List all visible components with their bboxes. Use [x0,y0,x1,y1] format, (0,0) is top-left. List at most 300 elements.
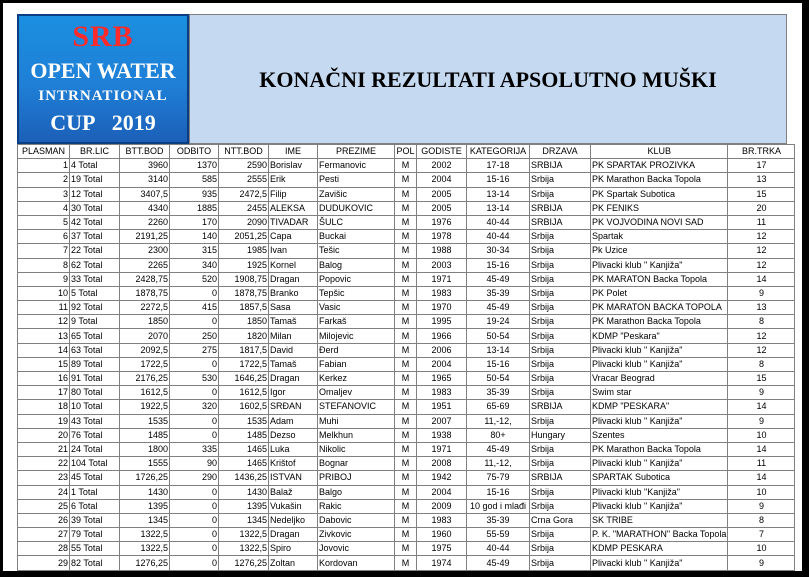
drzava-cell: Srbija [530,173,591,187]
br-lic-cell: 5 Total [70,286,120,300]
btt-bod-cell: 2265 [120,258,170,272]
ime-cell: ALEKSA [269,201,318,215]
drzava-cell: Srbija [530,556,591,570]
ime-cell: Spiro [269,542,318,556]
plasman-cell: 29 [18,556,70,570]
table-row [18,528,795,542]
table-row [18,343,795,357]
pol-cell: M [395,556,417,570]
ime-cell: Adam [269,414,318,428]
godiste-cell: 1966 [417,329,467,343]
klub-cell: KDMP "Peskara" [591,329,728,343]
br-trka-cell: 13 [728,301,795,315]
btt-bod-cell: 3407,5 [120,187,170,201]
br-lic-cell: 1 Total [70,485,120,499]
ime-cell: Tamaš [269,315,318,329]
prezime-cell: Buckai [318,230,395,244]
drzava-cell: SRBIJA [530,400,591,414]
prezime-cell: PRIBOJ [318,471,395,485]
klub-cell: Plivacki klub " Kanjiža" [591,457,728,471]
kategorija-cell: 50-54 [467,372,530,386]
odbito-cell: 0 [170,286,219,300]
col-header: BR.LIC [70,145,120,159]
plasman-cell: 20 [18,428,70,442]
ime-cell: Capa [269,230,318,244]
btt-bod-cell: 1722,5 [120,357,170,371]
pol-cell: M [395,372,417,386]
prezime-cell: Tepšic [318,286,395,300]
godiste-cell: 1976 [417,215,467,229]
br-lic-cell: 45 Total [70,471,120,485]
odbito-cell: 340 [170,258,219,272]
ime-cell: Nedeljko [269,513,318,527]
odbito-cell: 1885 [170,201,219,215]
table-row [18,499,795,513]
drzava-cell: Srbija [530,499,591,513]
plasman-cell: 3 [18,187,70,201]
plasman-cell: 11 [18,301,70,315]
logo-line-2: OPEN WATER [30,58,176,83]
btt-bod-cell: 1395 [120,499,170,513]
drzava-cell: Srbija [530,372,591,386]
col-header: PREZIME [318,145,395,159]
btt-bod-cell: 2272,5 [120,301,170,315]
klub-cell: Spartak [591,230,728,244]
kategorija-cell: 65-69 [467,400,530,414]
kategorija-cell: 40-44 [467,215,530,229]
col-header: KATEGORIJA [467,145,530,159]
plasman-cell: 2 [18,173,70,187]
klub-cell: Plivacki klub "Kanjiža" [591,485,728,499]
br-lic-cell: 4 Total [70,159,120,173]
table-row [18,428,795,442]
odbito-cell: 0 [170,357,219,371]
br-trka-cell: 14 [728,272,795,286]
br-lic-cell: 12 Total [70,187,120,201]
drzava-cell: SRBIJA [530,159,591,173]
col-header: BR.TRKA [728,145,795,159]
pol-cell: M [395,499,417,513]
drzava-cell: Srbija [530,315,591,329]
pol-cell: M [395,386,417,400]
plasman-cell: 23 [18,471,70,485]
pol-cell: M [395,329,417,343]
godiste-cell: 1983 [417,286,467,300]
btt-bod-cell: 1345 [120,513,170,527]
ntt-bod-cell: 1276,25 [219,556,269,570]
klub-cell: PK SPARTAK PROZIVKA [591,159,728,173]
col-header: IME [269,145,318,159]
ntt-bod-cell: 2472,5 [219,187,269,201]
plasman-cell: 26 [18,513,70,527]
prezime-cell: Dabovic [318,513,395,527]
odbito-cell: 335 [170,442,219,456]
klub-cell: PK Spartak Subotica [591,187,728,201]
prezime-cell: Bognar [318,457,395,471]
odbito-cell: 0 [170,499,219,513]
br-trka-cell: 10 [728,428,795,442]
table-row [18,542,795,556]
br-trka-cell: 10 [728,542,795,556]
godiste-cell: 2008 [417,457,467,471]
btt-bod-cell: 1485 [120,428,170,442]
godiste-cell: 1970 [417,301,467,315]
table-row [18,457,795,471]
kategorija-cell: 13-14 [467,187,530,201]
pol-cell: M [395,471,417,485]
table-row [18,286,795,300]
odbito-cell: 0 [170,386,219,400]
odbito-cell: 0 [170,485,219,499]
klub-cell: Plivacki klub " Kanjiža" [591,556,728,570]
kategorija-cell: 40-44 [467,230,530,244]
btt-bod-cell: 4340 [120,201,170,215]
br-trka-cell: 9 [728,386,795,400]
ntt-bod-cell: 1602,5 [219,400,269,414]
br-trka-cell: 12 [728,230,795,244]
ime-cell: Milan [269,329,318,343]
table-row [18,159,795,173]
prezime-cell: DUDUKOVIC [318,201,395,215]
col-header: ODBITO [170,145,219,159]
kategorija-cell: 45-49 [467,272,530,286]
klub-cell: Plivacki klub " Kanjiža" [591,414,728,428]
pol-cell: M [395,414,417,428]
table-row [18,485,795,499]
plasman-cell: 14 [18,343,70,357]
kategorija-cell: 35-39 [467,513,530,527]
odbito-cell: 935 [170,187,219,201]
prezime-cell: Fabian [318,357,395,371]
plasman-cell: 27 [18,528,70,542]
plasman-cell: 13 [18,329,70,343]
prezime-cell: ŠULC [318,215,395,229]
kategorija-cell: 15-16 [467,258,530,272]
ime-cell: Dezso [269,428,318,442]
ime-cell: Igor [269,386,318,400]
br-lic-cell: 65 Total [70,329,120,343]
ntt-bod-cell: 2555 [219,173,269,187]
table-row [18,315,795,329]
br-trka-cell: 7 [728,528,795,542]
prezime-cell: Omaljev [318,386,395,400]
pol-cell: M [395,187,417,201]
prezime-cell: Zavišic [318,187,395,201]
odbito-cell: 415 [170,301,219,315]
pol-cell: M [395,159,417,173]
ntt-bod-cell: 2090 [219,215,269,229]
ntt-bod-cell: 1908,75 [219,272,269,286]
page-title: KONAČNI REZULTATI APSOLUTNO MUŠKI [259,67,717,92]
col-header: DRZAVA [530,145,591,159]
pol-cell: M [395,542,417,556]
prezime-cell: Melkhun [318,428,395,442]
btt-bod-cell: 2300 [120,244,170,258]
pol-cell: M [395,442,417,456]
klub-cell: Plivacki klub " Kanjiža" [591,258,728,272]
pol-cell: M [395,230,417,244]
results-table [17,144,795,571]
pol-cell: M [395,215,417,229]
col-header: BTT.BOD [120,145,170,159]
header-row [18,145,795,159]
table-row [18,513,795,527]
godiste-cell: 2004 [417,485,467,499]
klub-cell: PK Marathon Backa Topola [591,173,728,187]
prezime-cell: Rakic [318,499,395,513]
drzava-cell: Srbija [530,272,591,286]
godiste-cell: 1983 [417,386,467,400]
godiste-cell: 1938 [417,428,467,442]
klub-cell: PK Marathon Backa Topola [591,442,728,456]
ntt-bod-cell: 1925 [219,258,269,272]
plasman-cell: 8 [18,258,70,272]
kategorija-cell: 15-16 [467,173,530,187]
kategorija-cell: 35-39 [467,386,530,400]
br-trka-cell: 12 [728,343,795,357]
ntt-bod-cell: 1985 [219,244,269,258]
br-trka-cell: 8 [728,513,795,527]
br-lic-cell: 24 Total [70,442,120,456]
btt-bod-cell: 1800 [120,442,170,456]
br-lic-cell: 9 Total [70,315,120,329]
prezime-cell: Balgo [318,485,395,499]
br-lic-cell: 80 Total [70,386,120,400]
br-trka-cell: 15 [728,372,795,386]
drzava-cell: Crna Gora [530,513,591,527]
br-trka-cell: 15 [728,187,795,201]
pol-cell: M [395,258,417,272]
table-row [18,556,795,570]
plasman-cell: 7 [18,244,70,258]
table-row [18,201,795,215]
br-trka-cell: 11 [728,457,795,471]
pol-cell: M [395,400,417,414]
odbito-cell: 520 [170,272,219,286]
col-header: KLUB [591,145,728,159]
odbito-cell: 585 [170,173,219,187]
drzava-cell: Srbija [530,442,591,456]
br-lic-cell: 30 Total [70,201,120,215]
table-row [18,442,795,456]
ntt-bod-cell: 1817,5 [219,343,269,357]
klub-cell: Plivacki klub " Kanjiža" [591,499,728,513]
drzava-cell: Srbija [530,286,591,300]
ntt-bod-cell: 1535 [219,414,269,428]
ime-cell: Kornel [269,258,318,272]
kategorija-cell: 15-16 [467,485,530,499]
odbito-cell: 315 [170,244,219,258]
drzava-cell: Srbija [530,343,591,357]
prezime-cell: Jovovic [318,542,395,556]
ntt-bod-cell: 1878,75 [219,286,269,300]
drzava-cell: Srbija [530,301,591,315]
prezime-cell: Đerd [318,343,395,357]
klub-cell: P. K. "MARATHON" Backa Topola [591,528,728,542]
br-trka-cell: 10 [728,485,795,499]
ntt-bod-cell: 2455 [219,201,269,215]
col-header: GODISTE [417,145,467,159]
btt-bod-cell: 1878,75 [120,286,170,300]
btt-bod-cell: 1535 [120,414,170,428]
btt-bod-cell: 1726,25 [120,471,170,485]
plasman-cell: 15 [18,357,70,371]
pol-cell: M [395,244,417,258]
drzava-cell: Srbija [530,357,591,371]
pol-cell: M [395,513,417,527]
br-trka-cell: 9 [728,556,795,570]
ntt-bod-cell: 1345 [219,513,269,527]
pol-cell: M [395,485,417,499]
kategorija-cell: 13-14 [467,201,530,215]
odbito-cell: 0 [170,315,219,329]
plasman-cell: 1 [18,159,70,173]
pol-cell: M [395,272,417,286]
klub-cell: PK Marathon Backa Topola [591,315,728,329]
prezime-cell: Popovic [318,272,395,286]
godiste-cell: 1975 [417,542,467,556]
kategorija-cell: 30-34 [467,244,530,258]
prezime-cell: Vasic [318,301,395,315]
plasman-cell: 6 [18,230,70,244]
ntt-bod-cell: 1322,5 [219,528,269,542]
drzava-cell: Srbija [530,329,591,343]
br-lic-cell: 62 Total [70,258,120,272]
odbito-cell: 320 [170,400,219,414]
godiste-cell: 2005 [417,187,467,201]
godiste-cell: 1983 [417,513,467,527]
ime-cell: Branko [269,286,318,300]
table-row [18,244,795,258]
klub-cell: KDMP "PESKARA" [591,400,728,414]
plasman-cell: 5 [18,215,70,229]
kategorija-cell: 75-79 [467,471,530,485]
kategorija-cell: 11,-12, [467,457,530,471]
btt-bod-cell: 1922,5 [120,400,170,414]
kategorija-cell: 10 god i mlađi [467,499,530,513]
ime-cell: Luka [269,442,318,456]
plasman-cell: 4 [18,201,70,215]
drzava-cell: Srbija [530,244,591,258]
odbito-cell: 250 [170,329,219,343]
table-row [18,471,795,485]
table-row [18,230,795,244]
ime-cell: David [269,343,318,357]
odbito-cell: 275 [170,343,219,357]
plasman-cell: 21 [18,442,70,456]
table-row [18,187,795,201]
godiste-cell: 2004 [417,173,467,187]
ntt-bod-cell: 1850 [219,315,269,329]
btt-bod-cell: 1276,25 [120,556,170,570]
drzava-cell: Srbija [530,230,591,244]
ime-cell: Zoltan [269,556,318,570]
godiste-cell: 1951 [417,400,467,414]
ime-cell: Filip [269,187,318,201]
table-row [18,215,795,229]
godiste-cell: 2005 [417,201,467,215]
ime-cell: TIVADAR [269,215,318,229]
klub-cell: PK MARATON BACKA TOPOLA [591,301,728,315]
ntt-bod-cell: 1646,25 [219,372,269,386]
kategorija-cell: 45-49 [467,556,530,570]
btt-bod-cell: 3140 [120,173,170,187]
ntt-bod-cell: 1465 [219,442,269,456]
drzava-cell: Srbija [530,457,591,471]
table-row [18,372,795,386]
plasman-cell: 25 [18,499,70,513]
klub-cell: PK MARATON Backa Topola [591,272,728,286]
table-row [18,386,795,400]
pol-cell: M [395,173,417,187]
kategorija-cell: 19-24 [467,315,530,329]
pol-cell: M [395,301,417,315]
ntt-bod-cell: 2051,25 [219,230,269,244]
pol-cell: M [395,428,417,442]
odbito-cell: 0 [170,414,219,428]
godiste-cell: 1978 [417,230,467,244]
drzava-cell: Hungary [530,428,591,442]
odbito-cell: 0 [170,513,219,527]
br-trka-cell: 12 [728,258,795,272]
godiste-cell: 1971 [417,272,467,286]
col-header: POL [395,145,417,159]
plasman-cell: 28 [18,542,70,556]
prezime-cell: Zivkovic [318,528,395,542]
btt-bod-cell: 2260 [120,215,170,229]
odbito-cell: 0 [170,542,219,556]
klub-cell: PK Polet [591,286,728,300]
ntt-bod-cell: 1612,5 [219,386,269,400]
prezime-cell: Fermanovic [318,159,395,173]
br-trka-cell: 20 [728,201,795,215]
table-row [18,173,795,187]
br-lic-cell: 19 Total [70,173,120,187]
prezime-cell: Balog [318,258,395,272]
br-lic-cell: 91 Total [70,372,120,386]
br-lic-cell: 22 Total [70,244,120,258]
godiste-cell: 1965 [417,372,467,386]
prezime-cell: Farkaš [318,315,395,329]
prezime-cell: STEFANOVIC [318,400,395,414]
ntt-bod-cell: 1722,5 [219,357,269,371]
pol-cell: M [395,315,417,329]
table-row [18,400,795,414]
prezime-cell: Pesti [318,173,395,187]
ntt-bod-cell: 1322,5 [219,542,269,556]
klub-cell: Vracar Beograd [591,372,728,386]
plasman-cell: 22 [18,457,70,471]
plasman-cell: 19 [18,414,70,428]
plasman-cell: 17 [18,386,70,400]
br-lic-cell: 37 Total [70,230,120,244]
odbito-cell: 90 [170,457,219,471]
klub-cell: PK VOJVODINA NOVI SAD [591,215,728,229]
br-trka-cell: 9 [728,499,795,513]
plasman-cell: 9 [18,272,70,286]
klub-cell: Plivacki klub " Kanjiža" [591,357,728,371]
btt-bod-cell: 2191,25 [120,230,170,244]
godiste-cell: 2006 [417,343,467,357]
klub-cell: Szentes [591,428,728,442]
klub-cell: Swim star [591,386,728,400]
table-row [18,329,795,343]
ime-cell: Dragan [269,528,318,542]
godiste-cell: 1974 [417,556,467,570]
klub-cell: SK TRIBE [591,513,728,527]
ime-cell: Borislav [269,159,318,173]
br-lic-cell: 6 Total [70,499,120,513]
